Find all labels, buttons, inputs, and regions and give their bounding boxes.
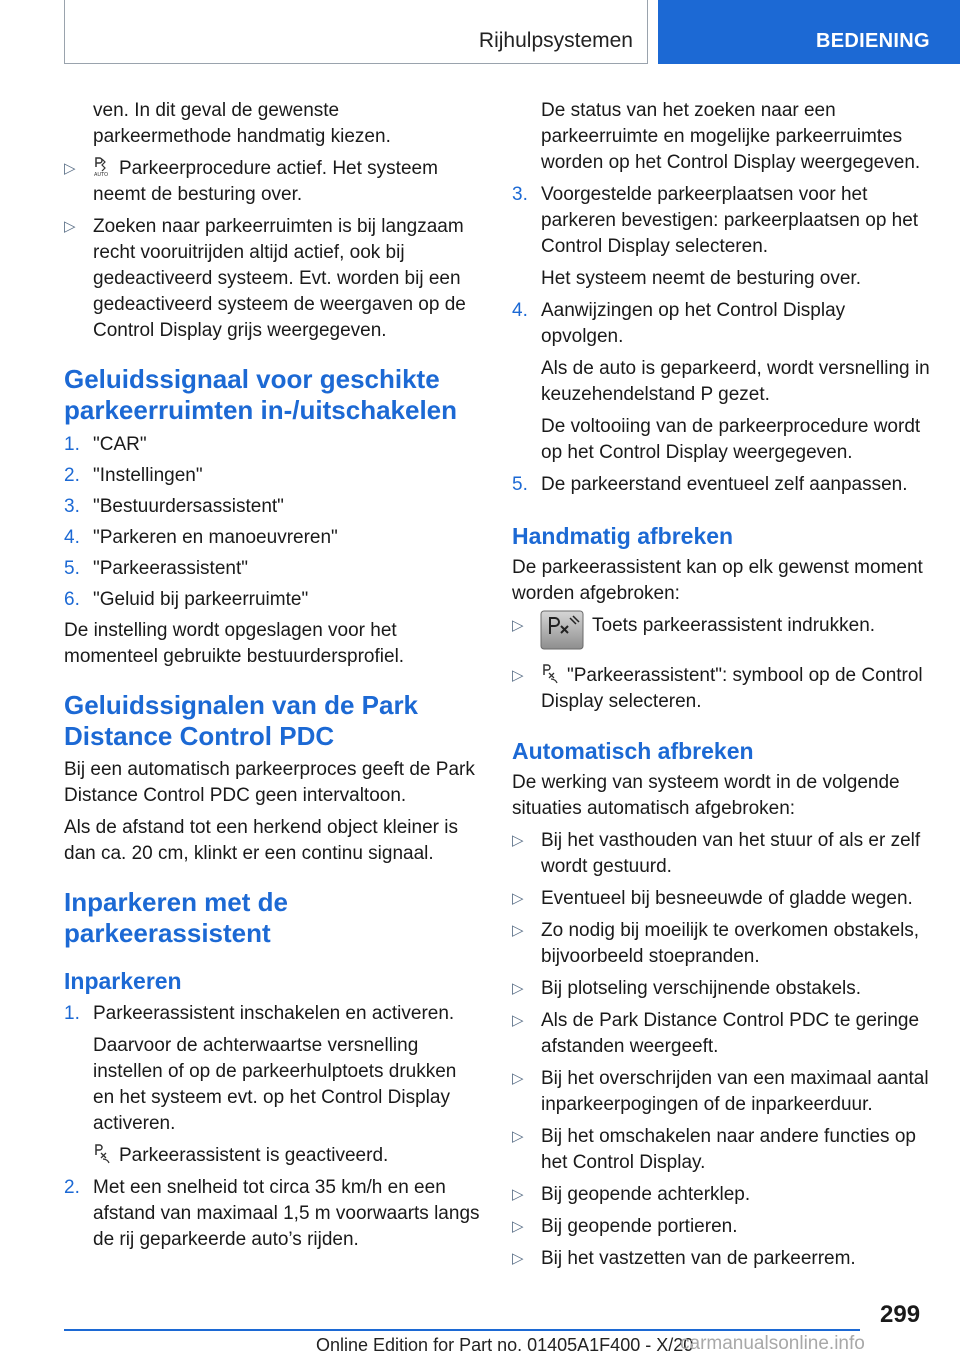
edition-label: Online Edition for Part no. 01405A1F400 - X/20 (316, 1335, 694, 1355)
heading-sound-signal: Geluidssignaal voor geschikte parkeerruimten in-/uitschakelen (64, 364, 458, 425)
list-item (512, 828, 930, 880)
list-item-text: Toets parkeerassistent indrukken. (592, 615, 876, 636)
step-detail: De voltooiing van de parkeerprocedure wordt op het Control Display weergegeven. (541, 416, 921, 463)
list-item (512, 613, 930, 657)
left-column (64, 98, 480, 1253)
list-item (512, 918, 930, 970)
step-item (512, 472, 930, 498)
step-text: "Parkeerassistent" (93, 558, 248, 579)
step-detail (64, 1143, 480, 1169)
header-tab (658, 0, 960, 64)
list-item-text: Bij het overschrijden van een maximaal aantal inparkeerpogingen of de inparkeerduur. (541, 1068, 929, 1115)
step-number: 3. (64, 496, 80, 517)
triangle-right-icon: ▷ (512, 667, 524, 684)
list-item-text: Bij geopende portieren. (541, 1216, 738, 1237)
step-text: De parkeerstand eventueel zelf aanpassen. (541, 474, 908, 495)
watermark: carmanualsonline.info (680, 1333, 865, 1354)
step-number: 4. (512, 300, 528, 321)
intro-text: ven. In dit geval de gewenste parkeermethode handmatig kiezen. (93, 100, 391, 147)
step-detail-text: Parkeerassistent is geactiveerd. (119, 1145, 389, 1166)
header-tab-label: BEDIENING (816, 30, 930, 52)
list-item-text: Zoeken naar parkeerruimten is bij langzaam recht vooruitrijden altijd actief, ook bij gedeactiveerd systeem. Evt. worden bij een gedeactiveerd systeem de weergaven op de Control Display grijs weergegeven. (93, 216, 466, 341)
step-text: Met een snelheid tot circa 35 km/h en een afstand van maximaal 1,5 m voorwaarts langs de rij geparkeerde auto’s rijden. (93, 1177, 480, 1250)
step-detail: Daarvoor de achterwaartse versnelling instellen of op de parkeerhulptoets drukken en het systeem evt. op het Control Display activeren. (93, 1035, 457, 1134)
list-item (512, 1246, 930, 1272)
triangle-right-icon: ▷ (512, 832, 524, 849)
parking-assistant-icon (93, 1143, 111, 1165)
step-item (64, 587, 480, 613)
list-item (512, 1214, 930, 1240)
triangle-right-icon: ▷ (512, 1128, 524, 1145)
step-text: Voorgestelde parkeerplaatsen voor het parkeren bevestigen: parkeerplaatsen op het Control Display selecteren. (541, 184, 919, 257)
list-item (512, 1124, 930, 1176)
step-text: Parkeerassistent inschakelen en activeren. (93, 1003, 455, 1024)
step-item (64, 525, 480, 551)
step-text: "Geluid bij parkeerruimte" (93, 589, 309, 610)
page-number: 299 (880, 1301, 921, 1328)
step-detail: Het systeem neemt de besturing over. (541, 268, 861, 289)
triangle-right-icon: ▷ (64, 160, 76, 177)
list-item (512, 886, 930, 912)
section-title: Rijhulpsystemen (478, 29, 633, 52)
list-item (64, 214, 480, 344)
parking-auto-icon (93, 156, 111, 178)
triangle-right-icon: ▷ (512, 890, 524, 907)
heading-auto-abort: Automatisch afbreken (512, 738, 754, 764)
heading-manual-abort: Handmatig afbreken (512, 523, 734, 549)
step-number: 5. (64, 558, 80, 579)
step-number: 1. (64, 434, 80, 455)
triangle-right-icon: ▷ (512, 1012, 524, 1029)
list-item-text: "Parkeerassistent": symbool op de Control Display selecteren. (541, 665, 923, 712)
parking-assistant-button-icon (540, 610, 584, 650)
list-item-text: Bij geopende achterklep. (541, 1184, 751, 1205)
triangle-right-icon: ▷ (64, 218, 76, 235)
step-number: 2. (64, 1177, 80, 1198)
subheading-inparkeren: Inparkeren (64, 968, 182, 994)
step-item (64, 1001, 480, 1027)
triangle-right-icon: ▷ (512, 1070, 524, 1087)
step-text: "Instellingen" (93, 465, 203, 486)
list-item-text: Bij plotseling verschijnende obstakels. (541, 978, 862, 999)
sound-note: De instelling wordt opgeslagen voor het momenteel gebruikte bestuurdersprofiel. (64, 620, 405, 667)
step-text: "CAR" (93, 434, 147, 455)
step-text: Aanwijzingen op het Control Display opvolgen. (541, 300, 846, 347)
triangle-right-icon: ▷ (512, 1186, 524, 1203)
triangle-right-icon: ▷ (512, 617, 524, 634)
heading-park-with-assistant: Inparkeren met de parkeerassistent (64, 887, 288, 948)
step-number: 4. (64, 527, 80, 548)
step-item (64, 432, 480, 458)
step-text: "Bestuurdersassistent" (93, 496, 284, 517)
list-item-text: Als de Park Distance Control PDC te geringe afstanden weergeeft. (541, 1010, 920, 1057)
heading-pdc: Geluidssignalen van de Park Distance Control PDC (64, 690, 419, 751)
manual-paragraph: De parkeerassistent kan op elk gewenst moment worden afgebroken: (512, 557, 923, 604)
list-item-text: Bij het omschakelen naar andere functies op het Control Display. (541, 1126, 916, 1173)
list-item (512, 1008, 930, 1060)
pdc-paragraph: Als de afstand tot een herkend object kleiner is dan ca. 20 cm, klinkt er een continu signaal. (64, 817, 458, 864)
footer-divider (64, 1329, 860, 1331)
list-item-text: Eventueel bij besneeuwde of gladde wegen. (541, 888, 913, 909)
step-number: 5. (512, 474, 528, 495)
triangle-right-icon: ▷ (512, 1218, 524, 1235)
step-number: 6. (64, 589, 80, 610)
step-number: 3. (512, 184, 528, 205)
step-number: 1. (64, 1003, 80, 1024)
list-item (512, 663, 930, 715)
list-item-text: Bij het vastzetten van de parkeerrem. (541, 1248, 856, 1269)
step-item (512, 298, 930, 350)
triangle-right-icon: ▷ (512, 922, 524, 939)
list-item-text: Zo nodig bij moeilijk te overkomen obstakels, bijvoorbeeld stoepranden. (541, 920, 920, 967)
parking-assistant-icon (541, 663, 559, 685)
svg-text:AUTO: AUTO (94, 172, 109, 178)
auto-paragraph: De werking van systeem wordt in de volgende situaties automatisch afgebroken: (512, 772, 900, 819)
list-item (64, 156, 480, 208)
right-column (512, 98, 930, 1272)
list-item (512, 1066, 930, 1118)
step-item (512, 182, 930, 260)
step-item (64, 494, 480, 520)
triangle-right-icon: ▷ (512, 980, 524, 997)
step-text: "Parkeren en manoeuvreren" (93, 527, 338, 548)
header-section-box (64, 0, 648, 64)
triangle-right-icon: ▷ (512, 1250, 524, 1267)
list-item (512, 1182, 930, 1208)
pdc-paragraph: Bij een automatisch parkeerproces geeft de Park Distance Control PDC geen intervaltoon. (64, 759, 475, 806)
step-number: 2. (64, 465, 80, 486)
step-item (64, 556, 480, 582)
step-item (64, 463, 480, 489)
status-text: De status van het zoeken naar een parkeerruimte en mogelijke parkeerruimtes worden op het Control Display weergegeven. (541, 100, 921, 173)
step-detail: Als de auto is geparkeerd, wordt versnelling in keuzehendelstand P gezet. (541, 358, 930, 405)
list-item-text: Parkeerprocedure actief. Het systeem neemt de besturing over. (93, 158, 438, 205)
list-item-text: Bij het vasthouden van het stuur of als er zelf wordt gestuurd. (541, 830, 921, 877)
list-item (512, 976, 930, 1002)
step-item (64, 1175, 480, 1253)
